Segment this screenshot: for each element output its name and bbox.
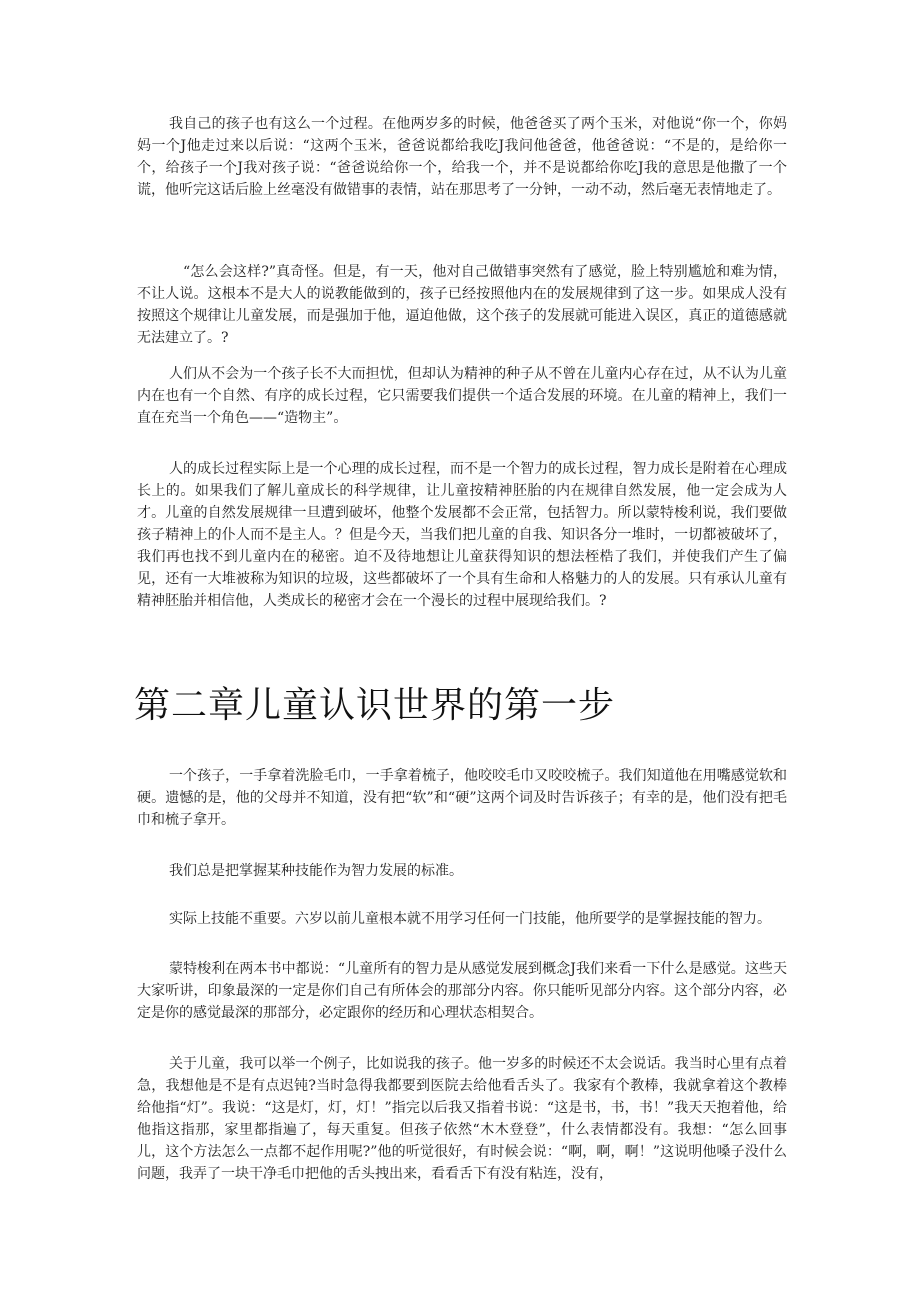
chapter-title: 第二章儿童认识世界的第一步 (134, 685, 616, 726)
paragraph-my-child-example: 关于儿童，我可以举一个例子，比如说我的孩子。他一岁多的时候还不太会说话。我当时心里有点着急，我想他是不是有点迟钝?当时急得我都要到医院去给他看舌头了。我家有个教棒，我就拿着这个教棒给他指“灯”。我说：“这是灯，灯，灯！”指完以后我又指着书说：“这是书，书，书！”我天天抱着他，给他指这指那，家里都指遍了，每天重复。但孩子依然“木木登登”，什么表情都没有。我想：“怎么回事儿，这个方法怎么一点都不起作用呢?”他的听觉很好，有时候会说：“啊，啊，啊！”这说明他嗓子没什么问题，我弄了一块干净毛巾把他的舌头拽出来，看看舌下有没有粘连，没有， (137, 1056, 787, 1182)
paragraph-skills-unimportant: 实际上技能不重要。六岁以前儿童根本就不用学习任何一门技能，他所要学的是掌握技能的智力。 (169, 911, 771, 927)
paragraph-sudden-shame: “怎么会这样?”真奇怪。但是，有一天，他对自己做错事突然有了感觉，脸上特别尴尬和难为情，不让人说。这根本不是大人的说教能做到的，孩子已经按照他内在的发展规律到了这一步。如果成人没有按照这个规律让儿童发展，而是强加于他，逼迫他做，这个孩子的发展就可能进入误区，真正的道德感就无法建立了。? (137, 264, 787, 346)
paragraph-towel-and-comb: 一个孩子，一手拿着洗脸毛巾，一手拿着梳子，他咬咬毛巾又咬咬梳子。我们知道他在用嘴感觉软和硬。遗憾的是，他的父母并不知道，没有把“软”和“硬”这两个词及时告诉孩子；有幸的是，他们没有把毛巾和梳子拿开。 (137, 768, 787, 828)
paragraph-psychological-growth: 人的成长过程实际上是一个心理的成长过程，而不是一个智力的成长过程，智力成长是附着在心理成长上的。如果我们了解儿童成长的科学规律，让儿童按精神胚胎的内在规律自然发展，他一定会成为人才。儿童的自然发展规律一旦遭到破坏，他整个发展都不会正常，包括智力。所以蒙特梭利说，我们要做孩子精神上的仆人而不是主人。？但是今天，当我们把儿童的自我、知识各分一堆时，一切都被破坏了，我们再也找不到儿童内在的秘密。迫不及待地想让儿童获得知识的想法桎梏了我们，并使我们产生了偏见，还有一大堆被称为知识的垃圾，这些都破坏了一个具有生命和人格魅力的人的发展。只有承认儿童有精神胚胎并相信他，人类成长的秘密才会在一个漫长的过程中展现给我们。? (137, 461, 787, 609)
paragraph-spiritual-seed: 人们从不会为一个孩子长不大而担忧，但却认为精神的种子从不曾在儿童内心存在过，从不认为儿童内在也有一个自然、有序的成长过程，它只需要我们提供一个适合发展的环境。在儿童的精神上，我们一直在充当一个角色——“造物主”。 (137, 366, 787, 426)
paragraph-montessori-senses: 蒙特梭利在两本书中都说：“儿童所有的智力是从感觉发展到概念J我们来看一下什么是感觉。这些天大家听讲，印象最深的一定是你们自己有所体会的那部分内容。你只能听见部分内容。这个部分内容，必定是你的感觉最深的那部分，必定跟你的经历和心理状态相契合。 (137, 961, 787, 1021)
paragraph-corn-story: 我自己的孩子也有这么一个过程。在他两岁多的时候，他爸爸买了两个玉米，对他说“你一个，你妈妈一个J他走过来以后说：“这两个玉米，爸爸说都给我吃J我问他爸爸，他爸爸说：“不是的，是给你一个，给孩子一个J我对孩子说：“爸爸说给你一个，给我一个，并不是说都给你吃J我的意思是他撒了一个谎，他听完这话后脸上丝毫没有做错事的表情，站在那思考了一分钟，一动不动，然后毫无表情地走了。 (137, 116, 787, 198)
paragraph-skill-standard: 我们总是把掌握某种技能作为智力发展的标准。 (169, 863, 463, 879)
